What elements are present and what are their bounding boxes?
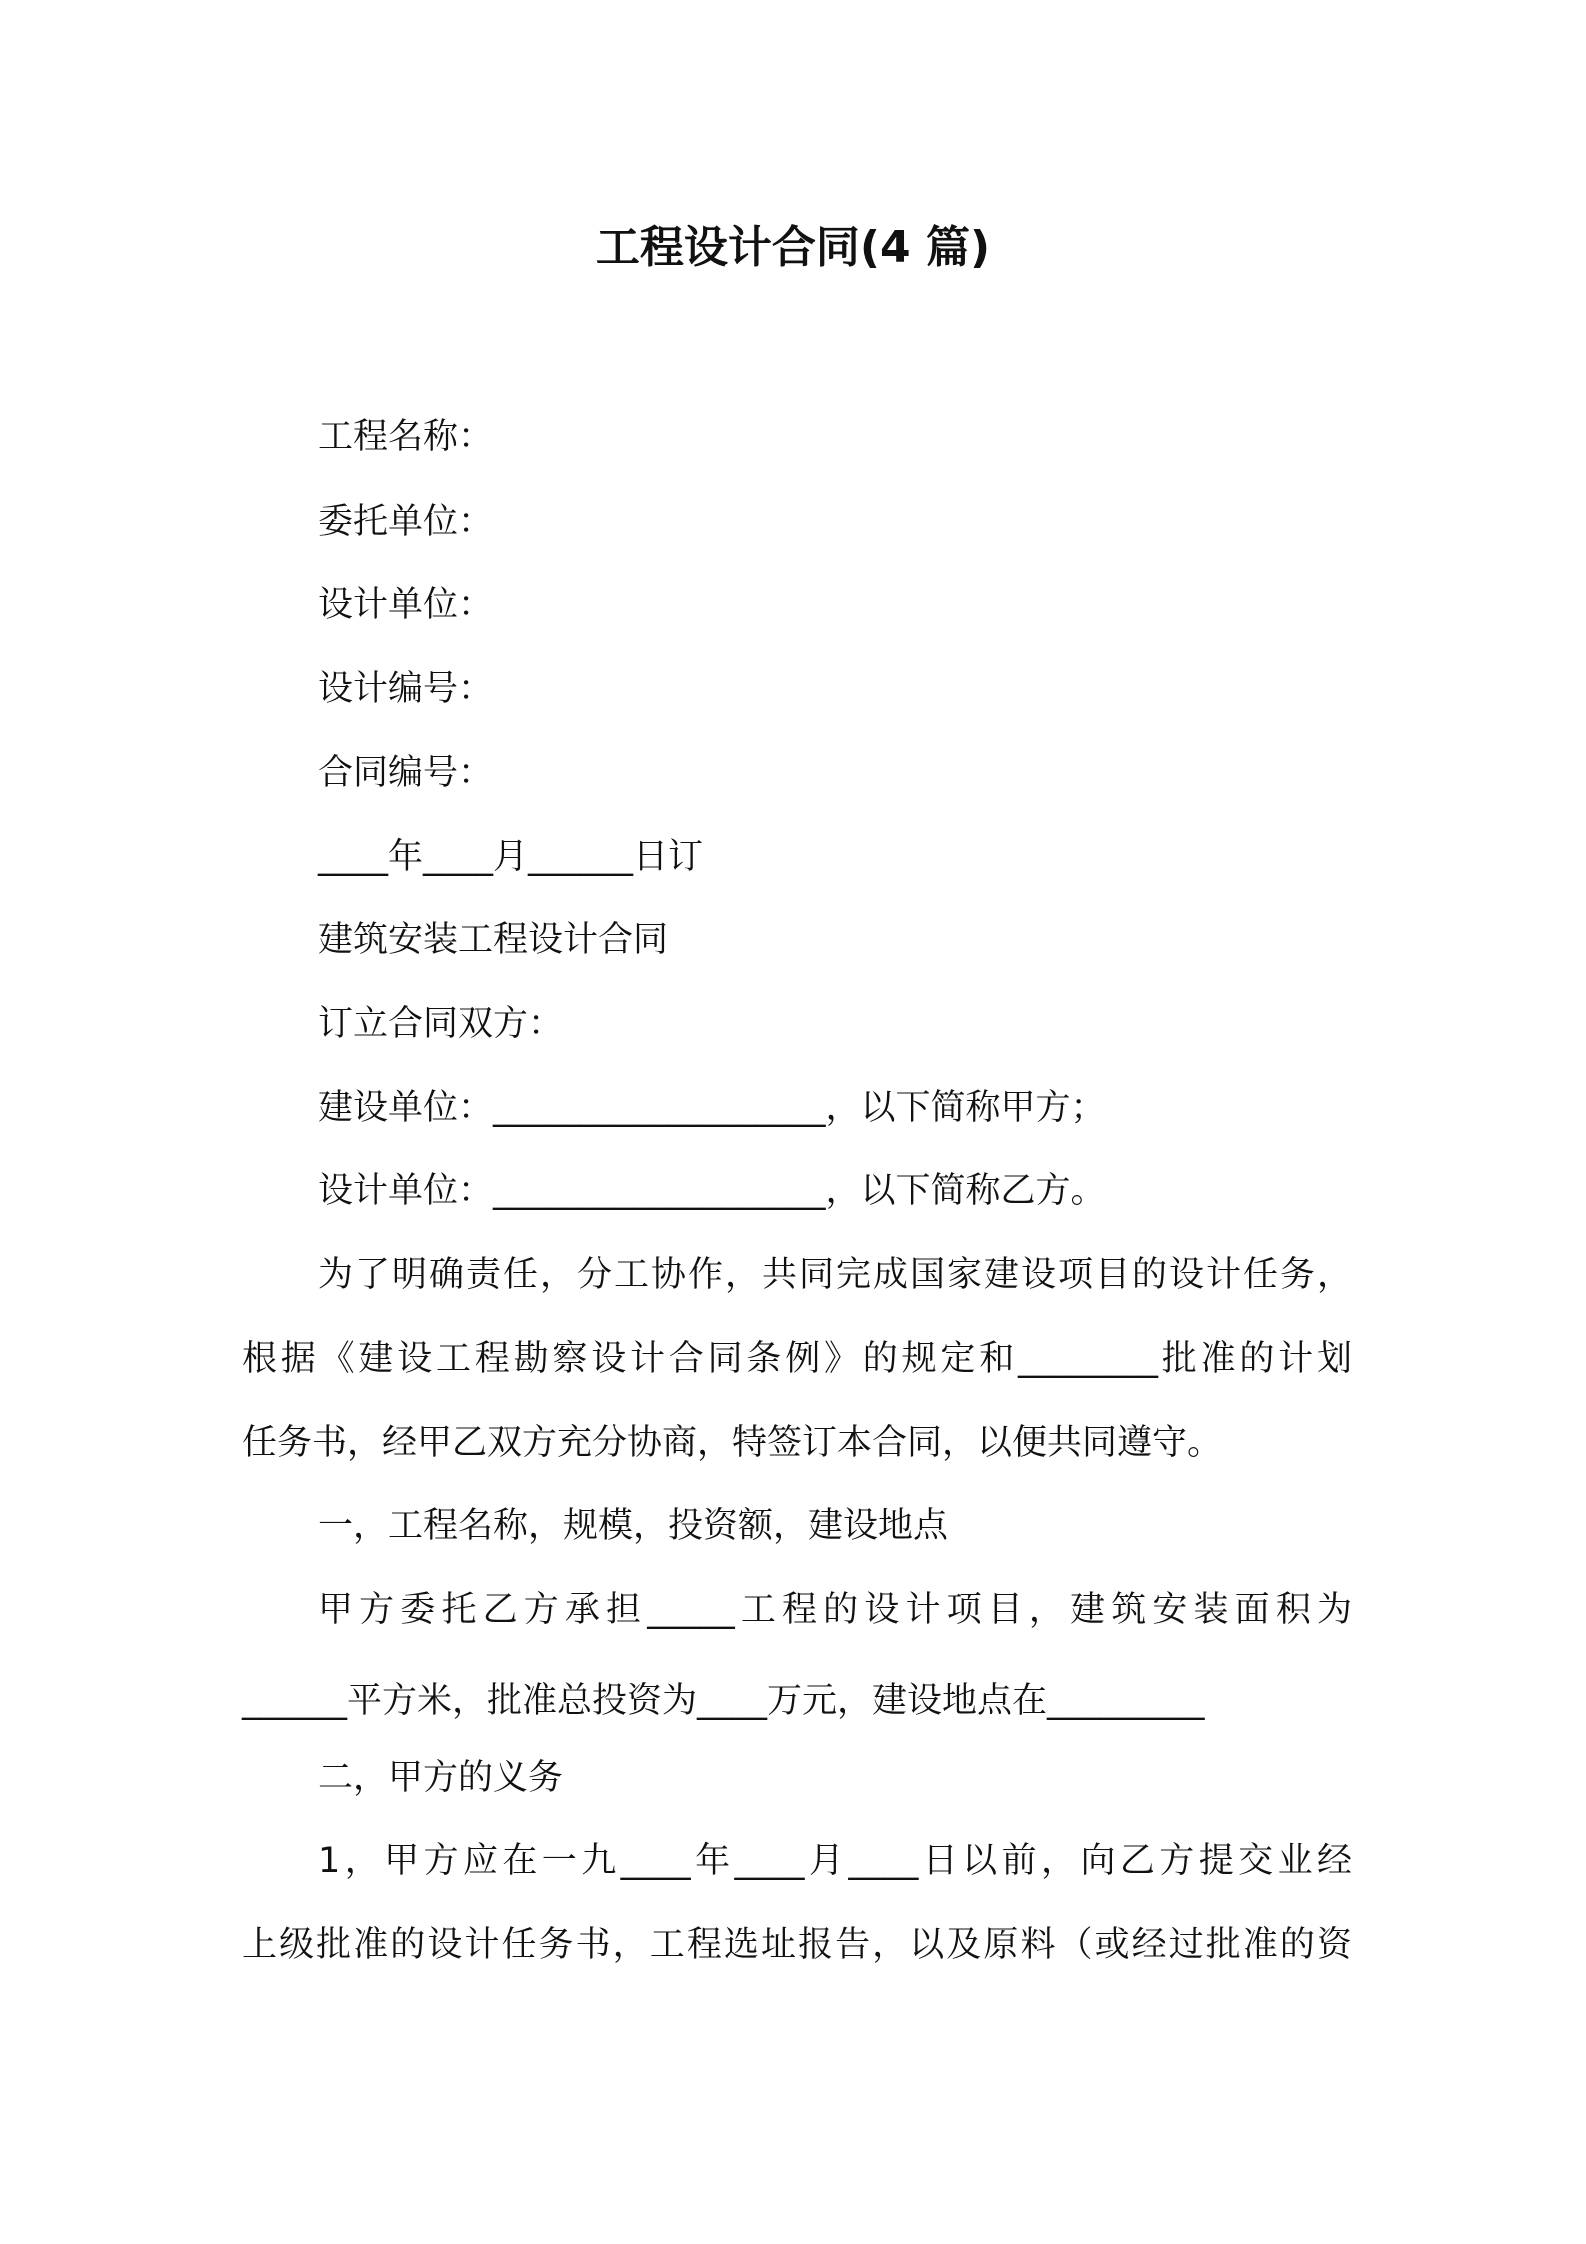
field-design-unit: 设计单位： (318, 585, 494, 625)
section-2-heading: 二，甲方的义务 (318, 1758, 564, 1798)
contract-subtitle: 建筑安装工程设计合同 (318, 920, 669, 960)
field-client-unit: 委托单位： (318, 502, 494, 542)
section-1-line-1: 甲方委托乙方承担_____工程的设计项目，建筑安装面积为 (318, 1590, 1352, 1630)
parties-heading: 订立合同双方： (318, 1004, 564, 1044)
party-b-line: 设计单位：___________________，以下简称乙方。 (318, 1171, 1106, 1211)
section-1-heading: 一，工程名称，规模，投资额，建设地点 (318, 1506, 949, 1546)
section-2-item-1-line-2: 上级批准的设计任务书，工程选址报告，以及原料（或经过批准的资 (242, 1925, 1352, 1965)
date-line: ____年____月______日订 (318, 837, 704, 877)
document-title: 工程设计合同(4 篇) (595, 222, 991, 273)
party-a-line: 建设单位：___________________，以下简称甲方； (318, 1088, 1106, 1128)
field-project-name: 工程名称： (318, 417, 494, 457)
field-design-number: 设计编号： (318, 669, 494, 709)
section-2-item-1-line-1: 1，甲方应在一九____年____月____日以前，向乙方提交业经 (318, 1841, 1352, 1881)
section-1-line-2: ______平方米，批准总投资为____万元，建设地点在_________ (242, 1681, 1205, 1721)
preamble-line-2: 根据《建设工程勘察设计合同条例》的规定和________批准的计划 (242, 1339, 1352, 1379)
field-contract-number: 合同编号： (318, 753, 494, 793)
preamble-line-1: 为了明确责任，分工协作，共同完成国家建设项目的设计任务， (318, 1255, 1352, 1295)
preamble-line-3: 任务书，经甲乙双方充分协商，特签订本合同，以便共同遵守。 (242, 1423, 1223, 1463)
